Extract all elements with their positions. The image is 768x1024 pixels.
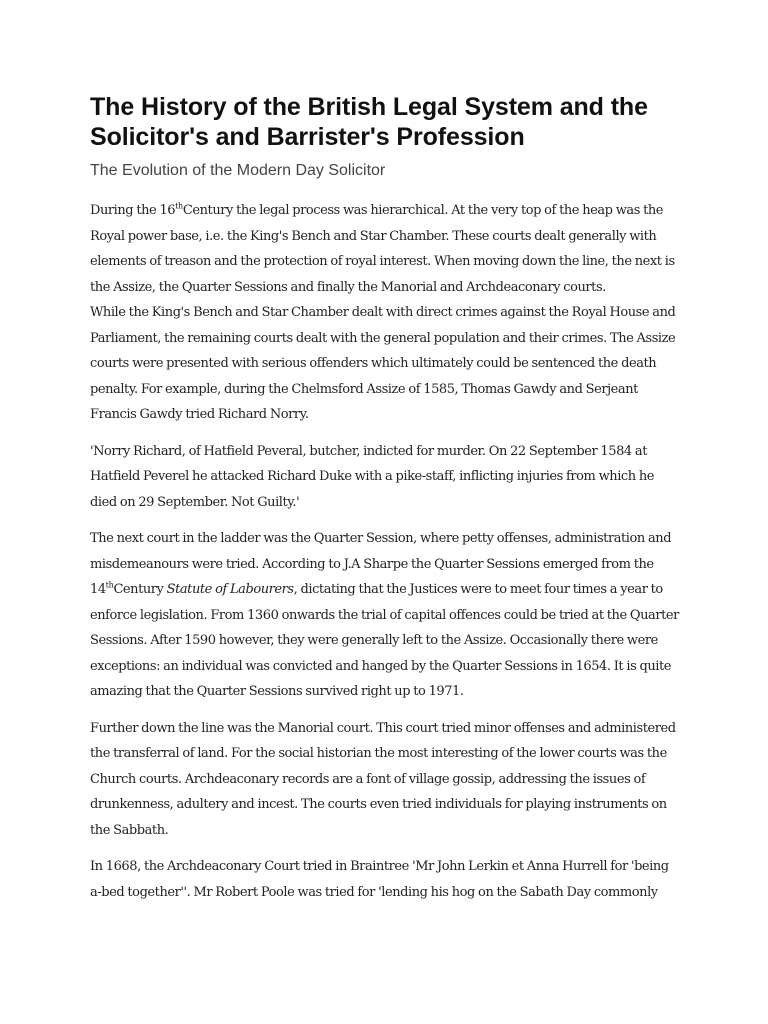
paragraph-4-text-a: The next court in the ladder was the Quarter Session, where petty offenses, administration and misdemeanours were tried. According to J.A Sharpe the Quarter Sessions emerged from the 14 [90, 531, 672, 597]
page-subtitle: The Evolution of the Modern Day Solicitor [90, 162, 386, 179]
page-title: The History of the British Legal System and the Solicitor's and Barrister's Profession [90, 93, 648, 151]
paragraph-6: In 1668, the Archdeaconary Court tried in Braintree 'Mr John Lerkin et Anna Hurrell for 'being a-bed together''. Mr Robert Poole was tried for 'lending his hog on the Sabath Day commonly [90, 859, 669, 900]
paragraph-3-quote: 'Norry Richard, of Hatfield Peveral, butcher, indicted for murder. On 22 September 1584 at Hatfield Peverel he attacked Richard Duke with a pike-staff, inflicting injuries from which he died on 29 September. Not Guilty.' [90, 443, 655, 510]
paragraph-4-text-c: , dictating that the Justices were to meet four times a year to enforce legislation. From 1360 onwards the trial of capital offences could be tried at the Quarter Sessions. After 1590 however, they were generally left to the Assize. Occasionally there were exceptions: an individual was convicted and hanged by the Quarter Sessions in 1654. It is quite amazing that the Quarter Sessions survived right up to 1971. [90, 582, 679, 699]
ordinal-suffix: th [105, 580, 114, 590]
paragraph-4-text-b: Century [113, 582, 167, 597]
paragraph-1-text-a: During the 16 [90, 203, 176, 218]
ordinal-suffix: th [175, 201, 183, 211]
paragraph-2: While the King's Bench and Star Chamber dealt with direct crimes against the Royal House and Parliament, the remaining courts dealt with the general population and their crimes. The Assize courts were presented with serious offenders which ultimately could be sentenced the death penalty. For example, during the Chelmsford Assize of 1585, Thomas Gawdy and Serjeant Francis Gawdy tried Richard Norry. [90, 305, 676, 422]
paragraph-5: Further down the line was the Manorial court. This court tried minor offenses and administered the transferral of land. For the social historian the most interesting of the lower courts was the Church courts. Archdeaconary records are a font of village gossip, addressing the issues of drunkenness, adultery and incest. The courts even tried individuals for playing instruments on the Sabbath. [90, 720, 676, 838]
document-content [90, 92, 680, 916]
paragraph-1-text-b: Century the legal process was hierarchical. At the very top of the heap was the Royal power base, i.e. the King's Bench and Star Chamber. These courts dealt generally with elements of treason and the protection of royal interest. When moving down the line, the next is the Assize, the Quarter Sessions and finally the Manorial and Archdeaconary courts. [90, 203, 675, 295]
paragraph-4 [90, 526, 680, 705]
article-body [90, 198, 680, 905]
statute-title: Statute of Labourers [166, 582, 294, 597]
paragraph-1 [90, 198, 680, 300]
